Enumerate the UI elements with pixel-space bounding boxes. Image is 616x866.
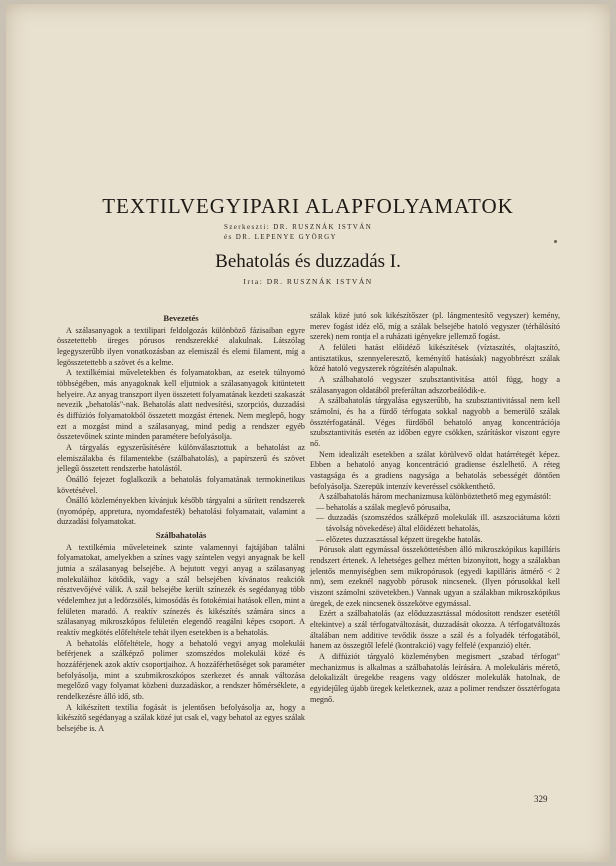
ink-speck — [554, 240, 557, 243]
left-column — [57, 311, 305, 735]
editor-line-1: Szerkeszti: DR. RUSZNÁK ISTVÁN — [224, 223, 373, 231]
paragraph: Ezért a szálbahatolás (az előduzzasztással módosított rendszer esetétől eltekintve) a szál térfogatváltozását, duzzadását okozza. A térfogatváltozás általában nem additive tevődik össze a szál és a folyadék térfogatából, hanem az összegtől lefelé (kontrakció) vagy felfelé (expanzió) eltér. — [310, 609, 560, 651]
paragraph: A szálbahatolás három mechanizmusa különböztethető meg egymástól: — [319, 492, 551, 502]
paragraph: A szálasanyagok a textilipari feldolgozás különböző fázisaiban egyre összetettebb üreges pórusos rendszerekké alakulnak. Látszólag legegyszerűbb ilyen vonatkozásban az elemiszál és elemi filament, míg a legösszetettebb a szövet és a kelme. — [57, 325, 305, 367]
paragraph: Önálló közleményekben kívánjuk később tárgyalni a sűrített rendszerek (nyomópép, appretura, nyomdafesték) behatolási folyamatait, valamint a duzzadási folyamatokat. — [57, 496, 305, 527]
paragraph: A tárgyalás egyszerűsítésére különválasztottuk a behatolást az elemiszálakba és filamentekbe (szálbahatolás), a papírszerű és szövet jellegű összetett rendszerbe hatolástól. — [57, 442, 305, 474]
paragraph: A felületi hatást előidéző kikészítések (víztaszítés, olajtaszító, antisztatikus, szennyeleresztő, keményítő hatásúak) nagyobbrészt szálak közé hatoló vegyszerek rögzítésén alapulnak. — [310, 342, 560, 374]
paragraph: A behatolás előfeltétele, hogy a behatoló vegyi anyag molekulái beférjenek a szálképző polimer szomszédos molekulái közé és hozzáférjenek azok aktív csoportjaihoz. A hozzáférhetőséget sok paraméter befolyásolja, mint a szubmikroszkópos szerkezet és annak változása megelőző vagy folyamat közbeni duzzadáskor, a rendszer hőmérséklete, a rendelkezésre álló idő, stb. — [57, 638, 305, 701]
section-heading-fiber-penetration: Szálbahatolás — [155, 530, 207, 541]
right-column — [310, 311, 560, 705]
series-title: TEXTILVEGYIPARI ALAPFOLYAMATOK — [102, 194, 514, 218]
paragraph: Nem idealizált esetekben a szálat körülvevő oldat határrétegét képez. Ebben a behatoló anyag koncentráció gradiense észlelhető. A réteg vastagsága és a gradiens nagysága a behatolás sebességét döntően befolyásolja. Szerepük intenzív keveréssel csökkenthető. — [310, 449, 560, 491]
article-title: Behatolás és duzzadás I. — [215, 251, 401, 272]
article-author: Irta: DR. RUSZNÁK ISTVÁN — [243, 277, 373, 286]
list-item: — duzzadás (szomszédos szálképző molekulák ill. aszszociátuma közti távolság növekedése) által előidézett behatolás, — [310, 513, 560, 534]
paragraph: Pórusok alatt egymással összeköttetésben álló mikroszkópikus kapilláris rendszert értenek. A lehetséges gelhez mérten bizonyított, hogy a szálakban jelentős mennyiségben sem mikropórusok (egyedi kapilláris átmérő < 2 nm), sem ezeknél nagyobb pórusok nincsenek. (Ilyen pórusokkal kell viszont számolni szövetekben.) Vannak ugyan a szálakban mikroszkópikus üregek, de ezek nincsenek összekötve egymással. — [310, 545, 560, 608]
section-heading-introduction: Bevezetés — [163, 313, 199, 323]
paragraph: A szálbahatoló vegyszer szubsztantivitása attól függ, hogy a szálasanyagon oldatából preferáltan adszorbeálódik-e. — [310, 374, 560, 395]
paragraph: A textilkémia műveleteinek szinte valamennyi fajtájában találni folyamatokat, amelyekben a színes vagy színtelen vegyi anyagnak be kell jutnia a szálasanyag belsejébe. A bejutott vegyi anyag a szálasanyag molekuláihoz kötődik, vagy a szál belsejében kívánatos reakciók résztvevőjévé válik. A szál belsejébe került színezék és segédanyag több védelemhez jut a ledörzsölés, kimosódás és fotokémiai hatások ellen, mint a felületen maradó. A reaktív színezés és kikészítés számára sincs a szálasanyag mikroszkópos felületén elegendő reagálni képes csoport. A reaktív megkötés előfeltétele tehát ilyen esetekben is a behatolás. — [57, 542, 305, 638]
mechanism-list — [310, 503, 560, 546]
paragraph: A szálbahatolás tárgyalása egyszerűbb, ha szubsztantivitással nem kell számolni, és ha a fürdő térfogata sokkal nagyobb a bemerülő szálak össztérfogatánál. Véges fürdőből behatoló anyag koncentrációja szubsztantivitás esetén az időben egyre csökken, szárításkor viszont egyre nő. — [310, 396, 560, 448]
paragraph: A textilkémiai műveletekben és folyamatokban, az esetek túlnyomó többségében, más anyagoknak kell eljutniok a szálasanyagok kitüntetett helyeire. Az anyag transzport ilyen összetett folyamatának kezdeti szakaszát nevezik „behatolás"-nak. Behatolás alatt nedvesítési, szorpciós, duzzadási és diffúziós folyamatokból összetett mozgást értenek. Nem meglepő, hogy ezt a mozgást mind a szálasanyag, mind pedig a rendszer egyéb összetevőinek szinte minden paramétere befolyásolja. — [57, 368, 305, 442]
editors-block — [224, 222, 372, 242]
list-item: — behatolás a szálak meglevő pórusaiba, — [310, 503, 560, 514]
document-page — [6, 4, 610, 862]
editor-line-2: és DR. LEPENYE GYÖRGY — [224, 233, 338, 241]
list-item: — előzetes duzzasztással képzett üregekbe hatolás. — [310, 535, 560, 546]
page-number: 329 — [534, 794, 548, 804]
paragraph: Önálló fejezet foglalkozik a behatolás folyamatának termokinetikus követésével. — [57, 474, 305, 495]
paragraph: A diffúziót tárgyaló közleményben megismert „szabad térfogat" mechanizmus is alkalmas a szálbahatolás leírására. A molekuláris mérető, delokalizált üregekbe reagens vagy oldószer molekulák hatolnak, de egyidejűleg újabb üregek keletkeznek, azaz a polimer rendszer össztérfogata megnő. — [310, 652, 560, 704]
paragraph: szálak közé jutó sok kikészítőszer (pl. lángmentesítő vegyszer) kemény, merev fogást idéz elő, míg a szálak belsejébe hatoló vegyszer (térhálósító szerek) nem rontja el a ruházati igényekre jellemző fogást. — [310, 311, 560, 342]
paragraph: A kikészített textília fogását is jelentősen befolyásolja az, hogy a kikészítő segédanyag a szálak közé jut csak el, vagy behatol az egyes szálak belsejébe is. A — [57, 702, 305, 733]
